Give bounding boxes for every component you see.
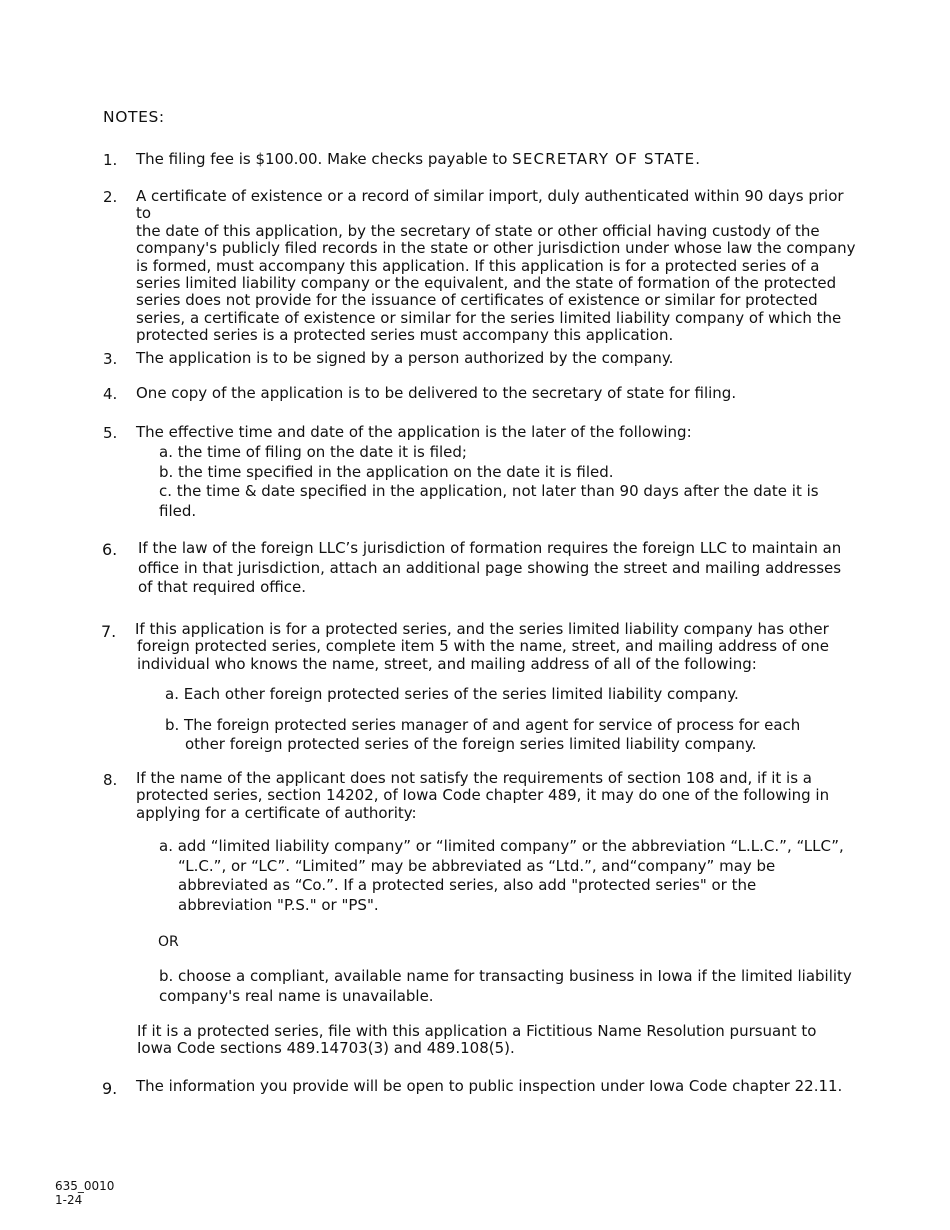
- note-2-text: [136, 188, 856, 345]
- note-8-item-b: [159, 967, 859, 1006]
- note-8-item-a: [159, 837, 859, 915]
- note-5-items: [159, 443, 859, 521]
- note-5-number: 5.: [103, 424, 118, 442]
- note-7-line: individual who knows the name, street, and mailing address of all of the following:: [137, 654, 757, 673]
- note-5-item-c: c. the time & date specified in the application, not later than 90 days after the date it is filed.: [159, 482, 819, 520]
- note-5-text: The effective time and date of the application is the later of the following:: [136, 423, 692, 441]
- note-6-number: 6.: [102, 540, 118, 559]
- note-2-number: 2.: [103, 188, 118, 206]
- note-6-line: If the law of the foreign LLC’s jurisdiction of formation requires the foreign LLC to maintain an: [138, 539, 842, 557]
- note-1-text-payee: SECRETARY OF STATE.: [512, 150, 702, 168]
- note-2-line: A certificate of existence or a record of similar import, duly authenticated within 90 days prior to: [136, 187, 844, 223]
- note-9-number: 9.: [102, 1079, 118, 1098]
- note-8-number: 8.: [103, 771, 118, 789]
- note-8-item-b-line: company's real name is unavailable.: [159, 986, 434, 1005]
- notes-heading: NOTES:: [103, 108, 165, 126]
- note-8-closing: [137, 1023, 857, 1058]
- note-6-line: office in that jurisdiction, attach an additional page showing the street and mailing addresses: [138, 558, 842, 577]
- form-number: 635_0010: [55, 1179, 115, 1193]
- note-7-line: foreign protected series, complete item 5 with the name, street, and mailing address of one: [137, 637, 829, 656]
- form-revision: 1-24: [55, 1193, 83, 1207]
- note-2-line: company's publicly filed records in the state or other jurisdiction under whose law the company: [136, 239, 856, 258]
- note-8-line: If the name of the applicant does not satisfy the requirements of section 108 and, if it is a: [136, 769, 812, 787]
- note-8-or: OR: [158, 934, 179, 950]
- note-7-number: 7.: [101, 622, 117, 641]
- note-8-line: protected series, section 14202, of Iowa Code chapter 489, it may do one of the following in: [136, 786, 830, 805]
- note-8-item-a-line: abbreviation "P.S." or "PS".: [178, 895, 379, 914]
- note-1-text-main: The filing fee is $100.00. Make checks payable to: [136, 150, 513, 168]
- note-3-text: The application is to be signed by a person authorized by the company.: [136, 349, 674, 367]
- note-8-item-a-line: abbreviated as “Co.”. If a protected series, also add "protected series" or the: [178, 876, 757, 894]
- note-5-item-b: b. the time specified in the application on the date it is filed.: [159, 462, 614, 481]
- note-1-number: 1.: [103, 151, 118, 169]
- note-8-item-b-line: b. choose a compliant, available name for transacting business in Iowa if the limited liability: [159, 967, 852, 985]
- note-6-text: [138, 539, 858, 598]
- note-8-closing-line: If it is a protected series, file with this application a Fictitious Name Resolution pursuant to: [137, 1022, 817, 1040]
- note-8-item-a-line: “L.C.”, or “LC”. “Limited” may be abbreviated as “Ltd.”, and“company” may be: [178, 856, 776, 875]
- note-6-line: of that required office.: [138, 578, 306, 596]
- note-2-line: series does not provide for the issuance of certificates of existence or similar for protected: [136, 291, 818, 310]
- note-4-number: 4.: [103, 385, 118, 403]
- note-1-text: [136, 151, 701, 168]
- note-2-line: is formed, must accompany this application. If this application is for a protected series of a: [136, 256, 820, 275]
- note-3-number: 3.: [103, 350, 118, 368]
- note-8-text: [136, 770, 856, 822]
- note-8-item-a-line: a. add “limited liability company” or “limited company” or the abbreviation “L.L.C.”, “LLC”,: [159, 837, 844, 855]
- form-footer: [55, 1179, 114, 1207]
- note-7-item-a: a. Each other foreign protected series of the series limited liability company.: [165, 685, 739, 703]
- note-5-item-a: a. the time of filing on the date it is filed;: [159, 443, 467, 461]
- note-4-text: One copy of the application is to be delivered to the secretary of state for filing.: [136, 384, 737, 402]
- note-2-line: protected series is a protected series must accompany this application.: [136, 326, 674, 345]
- note-7-text: [135, 621, 855, 673]
- note-2-line: series limited liability company or the equivalent, and the state of formation of the protected: [136, 274, 837, 293]
- note-7-item-b-line: other foreign protected series of the foreign series limited liability company.: [185, 734, 757, 753]
- note-7-item-b: [165, 716, 865, 753]
- note-7-item-b-line: b. The foreign protected series manager of and agent for service of process for each: [165, 716, 801, 734]
- note-2-line: the date of this application, by the secretary of state or other official having custody of the: [136, 221, 820, 240]
- note-9-text: The information you provide will be open to public inspection under Iowa Code chapter 22.11.: [136, 1077, 843, 1095]
- note-2-line: series, a certificate of existence or similar for the series limited liability company of which the: [136, 308, 842, 327]
- note-8-closing-line: Iowa Code sections 489.14703(3) and 489.108(5).: [137, 1039, 515, 1058]
- note-8-line: applying for a certificate of authority:: [136, 803, 417, 822]
- note-7-line: If this application is for a protected series, and the series limited liability company has other: [135, 620, 829, 638]
